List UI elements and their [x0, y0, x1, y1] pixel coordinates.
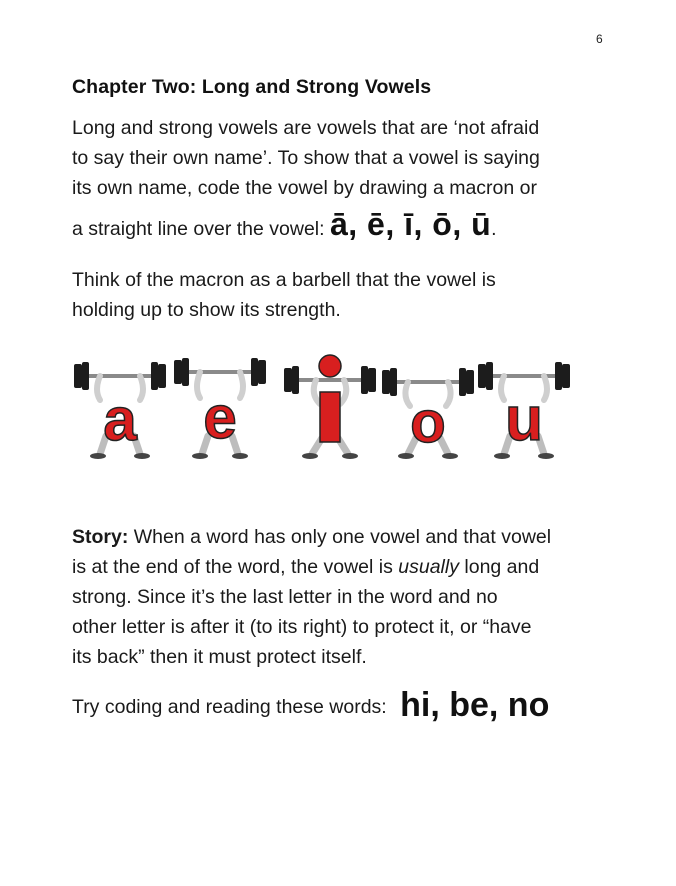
letter-o: o [410, 390, 446, 455]
lifter-letter-i [280, 350, 380, 462]
letter-a: a [103, 386, 137, 453]
dot-of-i [319, 355, 341, 377]
chapter-title: Chapter Two: Long and Strong Vowels [72, 76, 432, 98]
lifter-letter-e [170, 350, 270, 462]
story-line-1 [72, 522, 632, 552]
story-line-4: other letter is after it (to its right) to protect it, or “have [72, 616, 532, 638]
barbell-paragraph [72, 265, 632, 325]
story-line-2 [72, 552, 632, 582]
page-number: 6 [596, 32, 603, 46]
letter-e: e [203, 384, 237, 451]
story-label: Story: [72, 526, 129, 548]
lifter-letter-o [378, 350, 478, 462]
weightlifting-vowels-illustration [70, 350, 590, 462]
intro-line-2: to say their own name’. To show that a vowel is saying [72, 147, 540, 169]
barbell [174, 358, 266, 386]
story-line-1-text: When a word has only one vowel and that vowel [128, 526, 552, 548]
practice-line [72, 686, 549, 725]
story-emphasis: usually [398, 556, 459, 578]
barbell-line-2: holding up to show its strength. [72, 299, 341, 321]
intro-line-1: Long and strong vowels are vowels that are ‘not afraid [72, 117, 540, 139]
intro-line-4 [72, 206, 632, 242]
barbell-line-1: Think of the macron as a barbell that the vowel is [72, 269, 496, 291]
macron-vowels: ā, ē, ī, ō, ū [329, 206, 492, 242]
lifter-letter-a [70, 350, 170, 462]
intro-line-4-suffix: . [491, 218, 497, 240]
stem-of-i [320, 392, 340, 442]
intro-paragraph [72, 113, 632, 242]
story-line-5: its back” then it must protect itself. [72, 646, 367, 668]
practice-words: hi, be, no [400, 686, 550, 724]
intro-line-4-prefix: a straight line over the vowel: [72, 218, 330, 240]
letter-u: u [505, 385, 543, 454]
story-line-2-suffix: long and [458, 556, 540, 578]
story-line-2-prefix: is at the end of the word, the vowel is [72, 556, 399, 578]
story-paragraph [72, 522, 632, 672]
story-line-3: strong. Since it’s the last letter in the word and no [72, 586, 498, 608]
lifter-letter-u [474, 350, 574, 462]
practice-prompt: Try coding and reading these words: [72, 696, 393, 718]
intro-line-3: its own name, code the vowel by drawing a macron or [72, 177, 537, 199]
